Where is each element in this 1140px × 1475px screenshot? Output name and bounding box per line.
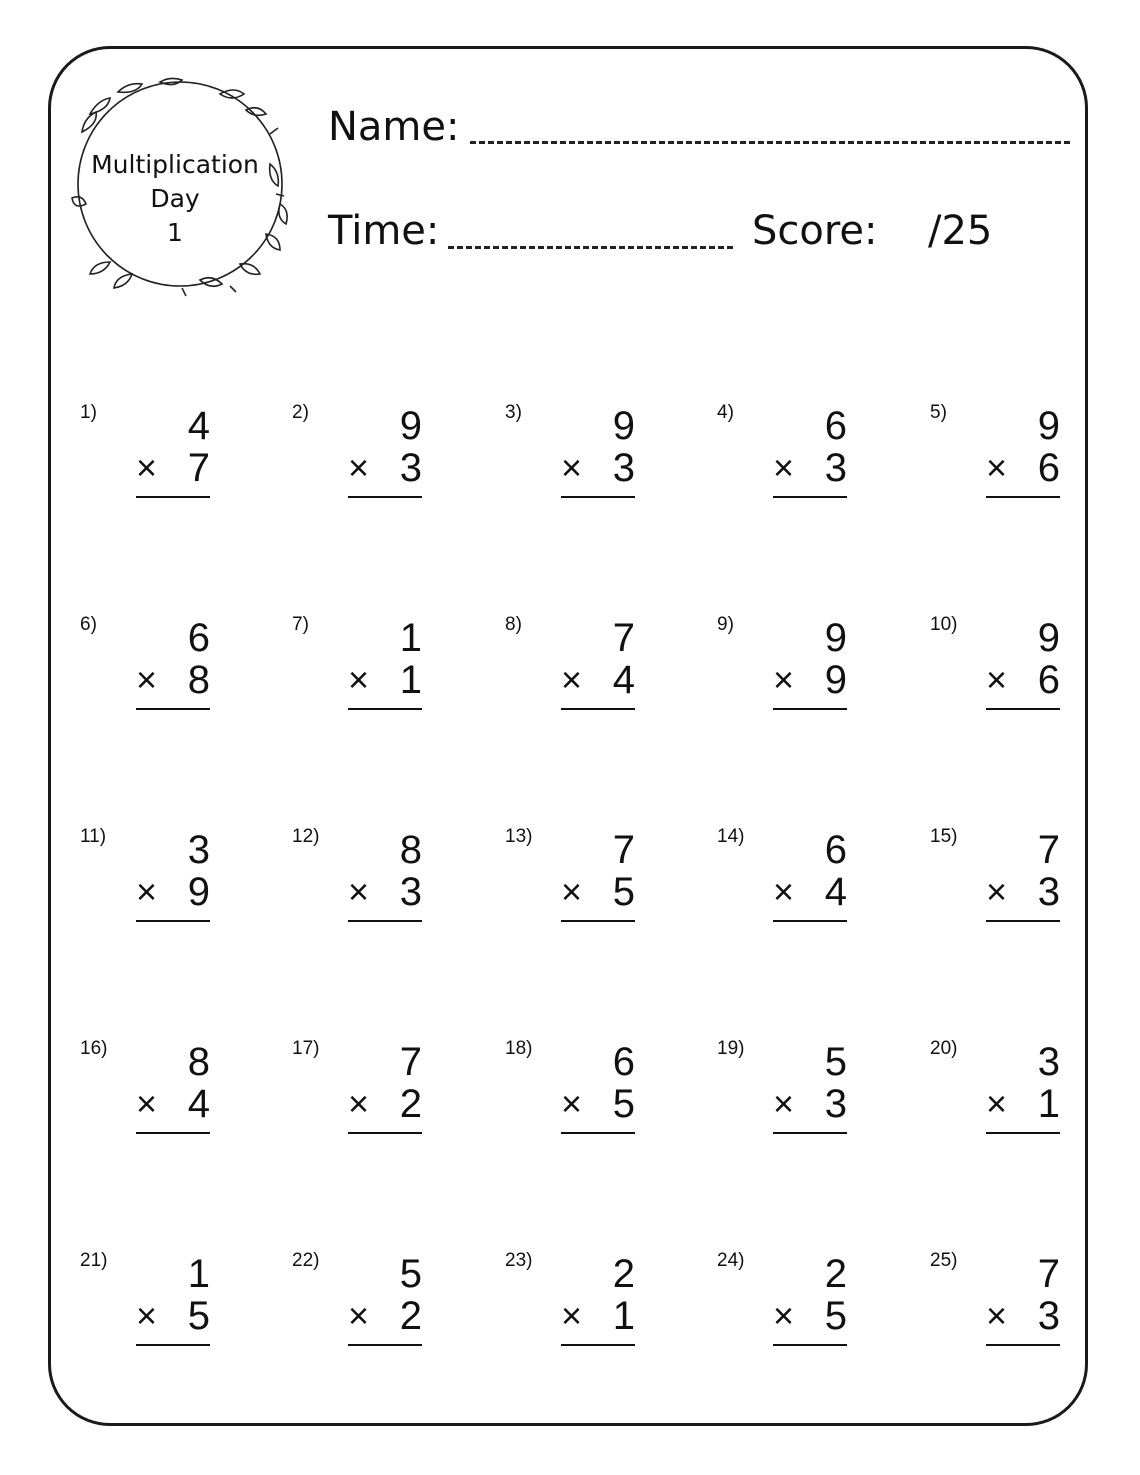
problem-number: 7) bbox=[292, 614, 309, 635]
top-factor: 7 bbox=[1037, 828, 1060, 872]
bottom-factor: 5 bbox=[824, 1294, 847, 1338]
bottom-factor: 9 bbox=[824, 658, 847, 702]
name-label: Name: bbox=[328, 104, 460, 150]
top-factor: 9 bbox=[399, 404, 422, 448]
multiply-sign: × bbox=[561, 447, 583, 488]
bottom-factor: 2 bbox=[399, 1294, 422, 1338]
answer-line[interactable] bbox=[986, 1132, 1060, 1134]
bottom-row bbox=[348, 1294, 422, 1338]
problem bbox=[292, 1038, 492, 1148]
bottom-row bbox=[773, 1082, 847, 1126]
answer-line[interactable] bbox=[348, 708, 422, 710]
top-factor: 9 bbox=[824, 616, 847, 660]
answer-line[interactable] bbox=[773, 1132, 847, 1134]
answer-line[interactable] bbox=[136, 920, 210, 922]
top-factor: 7 bbox=[612, 828, 635, 872]
problem bbox=[717, 1038, 917, 1148]
answer-line[interactable] bbox=[773, 496, 847, 498]
answer-line[interactable] bbox=[136, 1132, 210, 1134]
bottom-row bbox=[136, 1294, 210, 1338]
bottom-factor: 5 bbox=[187, 1294, 210, 1338]
multiply-sign: × bbox=[348, 871, 370, 912]
bottom-row bbox=[348, 658, 422, 702]
problem bbox=[930, 826, 1130, 936]
problem bbox=[505, 402, 705, 512]
problem-number: 8) bbox=[505, 614, 522, 635]
problem bbox=[505, 826, 705, 936]
bottom-factor: 1 bbox=[612, 1294, 635, 1338]
bottom-row bbox=[773, 1294, 847, 1338]
problem bbox=[930, 1038, 1130, 1148]
top-factor: 1 bbox=[187, 1252, 210, 1296]
bottom-factor: 2 bbox=[399, 1082, 422, 1126]
name-field[interactable] bbox=[470, 141, 1070, 144]
top-factor: 4 bbox=[187, 404, 210, 448]
bottom-row bbox=[348, 446, 422, 490]
answer-line[interactable] bbox=[986, 920, 1060, 922]
problem bbox=[292, 826, 492, 936]
answer-line[interactable] bbox=[348, 1344, 422, 1346]
score-total: /25 bbox=[928, 208, 993, 254]
bottom-row bbox=[561, 870, 635, 914]
problem bbox=[80, 1038, 280, 1148]
top-factor: 7 bbox=[1037, 1252, 1060, 1296]
bottom-row bbox=[136, 870, 210, 914]
top-factor: 6 bbox=[187, 616, 210, 660]
top-factor: 2 bbox=[612, 1252, 635, 1296]
bottom-row bbox=[136, 446, 210, 490]
problem bbox=[717, 614, 917, 724]
multiply-sign: × bbox=[773, 1295, 795, 1336]
problem-number: 15) bbox=[930, 826, 958, 847]
bottom-row bbox=[136, 658, 210, 702]
bottom-row bbox=[986, 1294, 1060, 1338]
bottom-factor: 6 bbox=[1037, 658, 1060, 702]
multiply-sign: × bbox=[986, 1083, 1008, 1124]
answer-line[interactable] bbox=[136, 708, 210, 710]
top-factor: 6 bbox=[612, 1040, 635, 1084]
problem-number: 17) bbox=[292, 1038, 320, 1059]
multiply-sign: × bbox=[986, 1295, 1008, 1336]
problem bbox=[930, 402, 1130, 512]
answer-line[interactable] bbox=[773, 920, 847, 922]
bottom-factor: 5 bbox=[612, 870, 635, 914]
problem-number: 18) bbox=[505, 1038, 533, 1059]
problem bbox=[930, 614, 1130, 724]
answer-line[interactable] bbox=[561, 708, 635, 710]
answer-line[interactable] bbox=[348, 496, 422, 498]
problem bbox=[717, 402, 917, 512]
problem-number: 23) bbox=[505, 1250, 533, 1271]
problem bbox=[505, 1038, 705, 1148]
top-factor: 7 bbox=[612, 616, 635, 660]
problem-number: 10) bbox=[930, 614, 958, 635]
top-factor: 7 bbox=[399, 1040, 422, 1084]
bottom-factor: 4 bbox=[824, 870, 847, 914]
answer-line[interactable] bbox=[773, 1344, 847, 1346]
bottom-row bbox=[773, 658, 847, 702]
multiply-sign: × bbox=[348, 1295, 370, 1336]
multiply-sign: × bbox=[136, 871, 158, 912]
top-factor: 8 bbox=[187, 1040, 210, 1084]
bottom-factor: 3 bbox=[824, 1082, 847, 1126]
answer-line[interactable] bbox=[136, 496, 210, 498]
answer-line[interactable] bbox=[561, 1132, 635, 1134]
bottom-factor: 1 bbox=[1037, 1082, 1060, 1126]
problem-number: 12) bbox=[292, 826, 320, 847]
problem-number: 21) bbox=[80, 1250, 108, 1271]
multiply-sign: × bbox=[136, 1295, 158, 1336]
top-factor: 6 bbox=[824, 828, 847, 872]
problem-number: 2) bbox=[292, 402, 309, 423]
problem bbox=[717, 826, 917, 936]
problem-number: 4) bbox=[717, 402, 734, 423]
problem bbox=[80, 1250, 280, 1360]
bottom-row bbox=[986, 870, 1060, 914]
bottom-row bbox=[348, 870, 422, 914]
bottom-row bbox=[561, 658, 635, 702]
problem bbox=[292, 402, 492, 512]
multiply-sign: × bbox=[561, 871, 583, 912]
problem-number: 11) bbox=[80, 826, 107, 847]
bottom-factor: 8 bbox=[187, 658, 210, 702]
multiply-sign: × bbox=[773, 1083, 795, 1124]
answer-line[interactable] bbox=[561, 496, 635, 498]
problem-number: 3) bbox=[505, 402, 522, 423]
problem bbox=[505, 1250, 705, 1360]
bottom-factor: 4 bbox=[612, 658, 635, 702]
top-factor: 8 bbox=[399, 828, 422, 872]
bottom-factor: 1 bbox=[399, 658, 422, 702]
score-label: Score: bbox=[752, 208, 878, 254]
problem-number: 6) bbox=[80, 614, 97, 635]
multiply-sign: × bbox=[986, 659, 1008, 700]
problem-number: 25) bbox=[930, 1250, 958, 1271]
problem-number: 20) bbox=[930, 1038, 958, 1059]
problem bbox=[80, 826, 280, 936]
bottom-factor: 6 bbox=[1037, 446, 1060, 490]
title-badge bbox=[70, 74, 300, 299]
top-factor: 3 bbox=[1037, 1040, 1060, 1084]
top-factor: 1 bbox=[399, 616, 422, 660]
top-factor: 9 bbox=[1037, 404, 1060, 448]
problem-number: 24) bbox=[717, 1250, 745, 1271]
badge-line-1: Multiplication bbox=[91, 150, 259, 179]
multiply-sign: × bbox=[348, 659, 370, 700]
multiply-sign: × bbox=[136, 1083, 158, 1124]
bottom-factor: 3 bbox=[612, 446, 635, 490]
bottom-factor: 7 bbox=[187, 446, 210, 490]
top-factor: 9 bbox=[1037, 616, 1060, 660]
multiply-sign: × bbox=[348, 1083, 370, 1124]
multiply-sign: × bbox=[773, 447, 795, 488]
problem-number: 19) bbox=[717, 1038, 745, 1059]
bottom-row bbox=[773, 446, 847, 490]
top-factor: 5 bbox=[824, 1040, 847, 1084]
problem-number: 9) bbox=[717, 614, 734, 635]
badge-line-2: Day bbox=[150, 184, 200, 213]
multiply-sign: × bbox=[561, 1295, 583, 1336]
time-field[interactable] bbox=[448, 246, 733, 249]
top-factor: 9 bbox=[612, 404, 635, 448]
problem-number: 5) bbox=[930, 402, 947, 423]
bottom-row bbox=[348, 1082, 422, 1126]
problem-number: 14) bbox=[717, 826, 745, 847]
multiply-sign: × bbox=[773, 659, 795, 700]
multiply-sign: × bbox=[136, 447, 158, 488]
answer-line[interactable] bbox=[986, 496, 1060, 498]
answer-line[interactable] bbox=[986, 1344, 1060, 1346]
answer-line[interactable] bbox=[136, 1344, 210, 1346]
problem bbox=[292, 1250, 492, 1360]
problem-number: 13) bbox=[505, 826, 533, 847]
multiply-sign: × bbox=[986, 871, 1008, 912]
badge-line-3: 1 bbox=[167, 218, 183, 247]
bottom-factor: 3 bbox=[399, 870, 422, 914]
bottom-row bbox=[773, 870, 847, 914]
multiply-sign: × bbox=[561, 1083, 583, 1124]
multiply-sign: × bbox=[561, 659, 583, 700]
bottom-row bbox=[136, 1082, 210, 1126]
bottom-factor: 3 bbox=[824, 446, 847, 490]
bottom-factor: 5 bbox=[612, 1082, 635, 1126]
answer-line[interactable] bbox=[561, 920, 635, 922]
top-factor: 2 bbox=[824, 1252, 847, 1296]
top-factor: 5 bbox=[399, 1252, 422, 1296]
bottom-factor: 3 bbox=[1037, 870, 1060, 914]
problem bbox=[80, 402, 280, 512]
top-factor: 6 bbox=[824, 404, 847, 448]
bottom-row bbox=[561, 1294, 635, 1338]
problem bbox=[930, 1250, 1130, 1360]
multiply-sign: × bbox=[348, 447, 370, 488]
bottom-row bbox=[986, 658, 1060, 702]
problem bbox=[80, 614, 280, 724]
bottom-factor: 9 bbox=[187, 870, 210, 914]
multiply-sign: × bbox=[773, 871, 795, 912]
problem-number: 1) bbox=[80, 402, 97, 423]
bottom-row bbox=[986, 446, 1060, 490]
bottom-row bbox=[561, 446, 635, 490]
problem-number: 22) bbox=[292, 1250, 320, 1271]
multiply-sign: × bbox=[136, 659, 158, 700]
answer-line[interactable] bbox=[348, 1132, 422, 1134]
bottom-factor: 4 bbox=[187, 1082, 210, 1126]
problem bbox=[717, 1250, 917, 1360]
bottom-row bbox=[986, 1082, 1060, 1126]
answer-line[interactable] bbox=[773, 708, 847, 710]
bottom-factor: 3 bbox=[1037, 1294, 1060, 1338]
problem bbox=[292, 614, 492, 724]
badge-title bbox=[70, 148, 280, 250]
answer-line[interactable] bbox=[561, 1344, 635, 1346]
bottom-factor: 3 bbox=[399, 446, 422, 490]
bottom-row bbox=[561, 1082, 635, 1126]
time-label: Time: bbox=[328, 208, 440, 254]
answer-line[interactable] bbox=[348, 920, 422, 922]
answer-line[interactable] bbox=[986, 708, 1060, 710]
top-factor: 3 bbox=[187, 828, 210, 872]
problem-number: 16) bbox=[80, 1038, 108, 1059]
problem bbox=[505, 614, 705, 724]
multiply-sign: × bbox=[986, 447, 1008, 488]
